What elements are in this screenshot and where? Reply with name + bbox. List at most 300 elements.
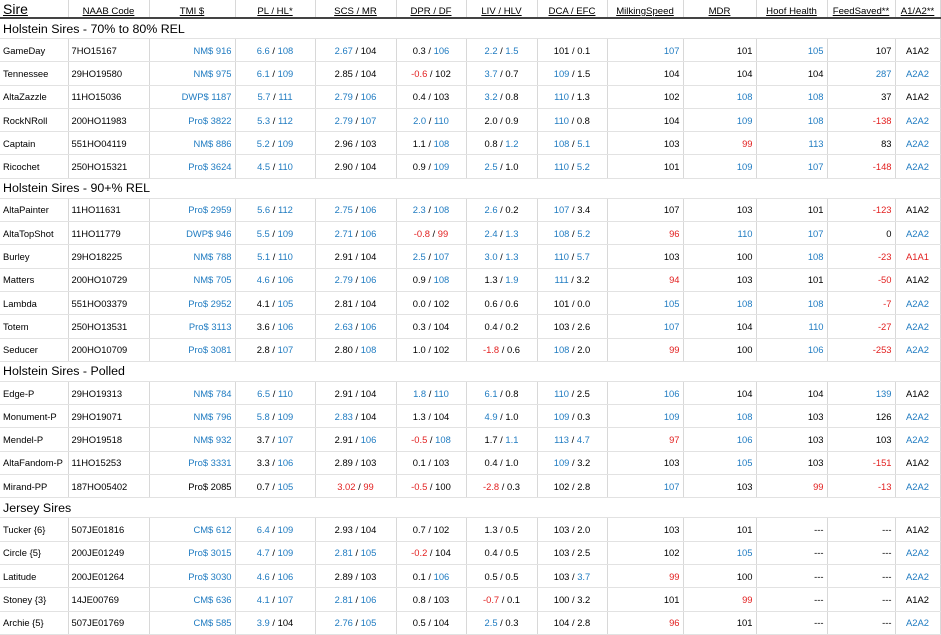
cell-tmi: Pro$ 2952 [149,291,235,314]
cell-liv-hlv-sep: / [497,297,506,309]
cell-dca-efc [537,198,607,221]
cell-liv-hlv-first: 1.3 [484,274,498,286]
cell-scs-mr-sep: / [352,410,361,422]
cell-liv-hlv-first: 3.0 [484,251,498,263]
cell-dpr-df-first: 0.4 [412,91,426,103]
cell-liv-hlv-first: 0.4 [484,320,498,332]
cell-tmi: CM$ 585 [149,611,235,634]
cell-dca-efc-second: 1.3 [576,91,590,103]
cell-feed-saved: 287 [827,62,895,85]
cell-feed-saved: -50 [827,268,895,291]
cell-pl-hl-second: 109 [277,410,294,422]
section-title: Holstein Sires - 70% to 80% REL [0,18,940,39]
cell-pl-hl [235,518,315,541]
cell-pl-hl-sep: / [270,114,278,126]
cell-tmi: Pro$ 3015 [149,541,235,564]
cell-dpr-df-second: 108 [435,434,451,446]
cell-hoof-health: 108 [756,291,827,314]
cell-dca-efc-sep: / [569,480,578,492]
cell-hoof-health: --- [756,518,827,541]
cell-scs-mr-first: 2.67 [334,44,353,56]
cell-dpr-df [396,611,466,634]
cell-dpr-df-first: 0.1 [412,570,426,582]
cell-pl-hl-sep: / [269,137,278,149]
cell-tmi: DWP$ 1187 [149,85,235,108]
cell-dca-efc [537,588,607,611]
cell-liv-hlv-sep: / [497,570,506,582]
cell-liv-hlv [466,588,537,611]
cell-liv-hlv-second: 1.0 [505,457,519,469]
cell-scs-mr-sep: / [352,44,361,56]
cell-dca-efc-second: 3.2 [577,593,591,605]
cell-liv-hlv-first: -0.7 [482,593,500,605]
cell-dca-efc [537,85,607,108]
cell-liv-hlv-sep: / [497,320,506,332]
cell-dpr-df-first: 0.8 [412,593,426,605]
cell-dpr-df-sep: / [425,457,434,469]
cell-hoof-health: 103 [756,405,827,428]
cell-dpr-df-second: 102 [433,523,450,535]
cell-a1a2: A1A2 [895,518,940,541]
cell-pl-hl-first: 4.6 [256,274,270,286]
cell-naab: 507JE01769 [68,611,149,634]
cell-milking-speed: 97 [607,428,683,451]
cell-dpr-df-second: 102 [433,297,450,309]
cell-liv-hlv-sep: / [497,161,506,173]
cell-naab: 29HO19071 [68,405,149,428]
cell-scs-mr-sep: / [352,91,361,103]
cell-pl-hl-second: 104 [277,617,294,629]
header-naab: NAAB Code [68,0,149,18]
header-sire: Sire [0,0,68,18]
cell-sire: Seducer [0,338,68,361]
cell-dpr-df-first: -0.2 [411,547,428,559]
header-mdr: MDR [683,0,756,18]
cell-pl-hl-first: 4.5 [257,161,271,173]
cell-scs-mr [315,428,396,451]
header-a1a2: A1/A2** [895,0,940,18]
cell-liv-hlv-first: 4.9 [484,410,498,422]
cell-dpr-df-sep: / [425,137,434,149]
cell-dpr-df-first: 2.3 [412,204,426,216]
cell-pl-hl-sep: / [269,480,278,492]
cell-pl-hl-second: 107 [277,434,294,446]
cell-a1a2: A2A2 [895,62,940,85]
cell-pl-hl-first: 4.1 [256,593,270,605]
cell-dca-efc-first: 108 [553,137,570,149]
cell-a1a2: A1A2 [895,268,940,291]
cell-dpr-df-second: 103 [433,457,450,469]
cell-scs-mr-sep: / [352,274,361,286]
cell-a1a2: A1A2 [895,451,940,474]
cell-feed-saved: 103 [827,428,895,451]
cell-dpr-df [396,405,466,428]
table-row [0,338,940,361]
cell-liv-hlv [466,405,537,428]
cell-dpr-df-sep: / [426,114,434,126]
cell-dca-efc [537,132,607,155]
cell-dpr-df-sep: / [425,44,434,56]
cell-a1a2: A2A2 [895,405,940,428]
cell-dpr-df [396,291,466,314]
cell-scs-mr [315,155,396,178]
cell-scs-mr-sep: / [352,570,361,582]
cell-scs-mr-first: 2.63 [334,320,353,332]
cell-tmi: NM$ 916 [149,39,235,62]
cell-pl-hl-first: 0.7 [256,480,270,492]
cell-pl-hl-first: 5.6 [257,204,271,216]
cell-dpr-df-first: 0.9 [412,161,426,173]
cell-dca-efc-first: 109 [553,410,570,422]
cell-milking-speed: 94 [607,268,683,291]
cell-dca-efc-sep: / [569,204,578,216]
cell-a1a2: A2A2 [895,315,940,338]
cell-dpr-df [396,132,466,155]
cell-dpr-df-first: 0.1 [412,457,426,469]
cell-milking-speed: 96 [607,611,683,634]
cell-liv-hlv [466,85,537,108]
cell-liv-hlv-first: 0.4 [484,547,498,559]
cell-liv-hlv [466,155,537,178]
cell-naab: 11HO11779 [68,222,149,245]
cell-dpr-df [396,428,466,451]
cell-dca-efc-sep: / [569,320,578,332]
cell-pl-hl-sep: / [269,227,278,239]
cell-dca-efc-first: 109 [553,67,570,79]
cell-scs-mr [315,451,396,474]
cell-scs-mr-first: 2.91 [334,251,353,263]
header-dca-efc: DCA / EFC [537,0,607,18]
cell-dpr-df-sep: / [425,251,434,263]
cell-liv-hlv-second: 0.2 [505,320,519,332]
cell-scs-mr-second: 104 [360,67,377,79]
cell-dca-efc-second: 2.6 [577,320,591,332]
cell-liv-hlv [466,541,537,564]
cell-naab: 200HO10709 [68,338,149,361]
cell-liv-hlv [466,315,537,338]
cell-dca-efc-first: 109 [553,457,570,469]
cell-scs-mr-first: 2.79 [334,91,353,103]
cell-pl-hl-sep: / [270,91,279,103]
cell-dca-efc-second: 0.1 [577,44,591,56]
cell-dca-efc-sep: / [569,161,577,173]
cell-pl-hl-first: 4.1 [256,297,270,309]
cell-dpr-df-first: 0.3 [412,320,426,332]
cell-dpr-df-first: -0.5 [411,434,428,446]
cell-dca-efc-second: 2.5 [577,547,591,559]
cell-hoof-health: 108 [756,85,827,108]
cell-dca-efc [537,315,607,338]
cell-scs-mr-second: 104 [360,297,377,309]
cell-a1a2: A2A2 [895,475,940,498]
cell-milking-speed: 104 [607,62,683,85]
cell-dpr-df-first: 0.3 [412,44,426,56]
cell-pl-hl-sep: / [269,434,278,446]
cell-hoof-health: --- [756,541,827,564]
cell-dca-efc [537,475,607,498]
cell-dpr-df [396,475,466,498]
cell-feed-saved: -13 [827,475,895,498]
header-pl-hl: PL / HL* [235,0,315,18]
header-row [0,0,940,18]
section-row [0,18,940,39]
cell-scs-mr-sep: / [352,387,361,399]
cell-scs-mr-sep: / [352,227,361,239]
cell-mdr: 103 [683,475,756,498]
cell-mdr: 100 [683,564,756,587]
cell-dca-efc-first: 110 [554,251,570,263]
cell-dca-efc [537,222,607,245]
cell-feed-saved: -138 [827,108,895,131]
cell-tmi: Pro$ 2959 [149,198,235,221]
cell-sire: Mendel-P [0,428,68,451]
cell-feed-saved: --- [827,564,895,587]
cell-sire: Matters [0,268,68,291]
cell-pl-hl-second: 107 [277,344,294,356]
cell-dpr-df-first: 0.9 [412,274,426,286]
cell-dca-efc-second: 5.1 [577,137,591,149]
cell-dca-efc-sep: / [569,617,578,629]
cell-mdr: 103 [683,198,756,221]
cell-scs-mr-second: 107 [360,114,377,126]
cell-dca-efc-sep: / [569,434,577,446]
cell-dpr-df-second: 110 [433,387,449,399]
cell-pl-hl-sep: / [270,387,278,399]
cell-scs-mr [315,198,396,221]
cell-milking-speed: 101 [607,588,683,611]
cell-dca-efc-sep: / [569,387,577,399]
cell-tmi: Pro$ 3331 [149,451,235,474]
cell-milking-speed: 109 [607,405,683,428]
cell-pl-hl [235,475,315,498]
cell-dpr-df-second: 108 [433,137,450,149]
cell-scs-mr-first: 2.81 [334,547,353,559]
cell-dpr-df-sep: / [425,91,434,103]
cell-scs-mr-second: 105 [360,547,377,559]
cell-naab: 250HO15321 [68,155,149,178]
cell-dca-efc-sep: / [569,251,577,263]
cell-milking-speed: 96 [607,222,683,245]
cell-hoof-health: 101 [756,268,827,291]
cell-liv-hlv-first: 1.7 [484,434,498,446]
cell-liv-hlv-second: 0.9 [505,114,519,126]
cell-hoof-health: --- [756,564,827,587]
cell-dpr-df-sep: / [426,387,434,399]
cell-mdr: 106 [683,428,756,451]
cell-scs-mr [315,541,396,564]
cell-naab: 187HO05402 [68,475,149,498]
cell-dpr-df-second: 99 [437,227,449,239]
cell-pl-hl-first: 5.2 [256,137,270,149]
cell-feed-saved: --- [827,611,895,634]
cell-mdr: 104 [683,315,756,338]
cell-naab: 507JE01816 [68,518,149,541]
cell-feed-saved: --- [827,588,895,611]
cell-liv-hlv-sep: / [497,410,506,422]
cell-dca-efc-sep: / [569,137,578,149]
cell-liv-hlv [466,564,537,587]
cell-dpr-df-second: 108 [433,204,450,216]
cell-scs-mr [315,338,396,361]
cell-pl-hl-first: 6.6 [256,44,270,56]
table-row [0,451,940,474]
cell-a1a2: A2A2 [895,428,940,451]
cell-liv-hlv [466,132,537,155]
cell-dca-efc-sep: / [569,44,578,56]
cell-dpr-df-second: 102 [433,344,450,356]
cell-pl-hl [235,198,315,221]
cell-sire: Ricochet [0,155,68,178]
cell-pl-hl-sep: / [269,570,278,582]
cell-sire: Monument-P [0,405,68,428]
cell-dca-efc-second: 2.0 [577,344,591,356]
cell-scs-mr [315,475,396,498]
cell-dpr-df-first: -0.5 [411,480,428,492]
cell-dpr-df-sep: / [425,617,434,629]
cell-liv-hlv [466,475,537,498]
cell-hoof-health: --- [756,588,827,611]
cell-liv-hlv-second: 1.2 [505,137,519,149]
cell-naab: 200JE01249 [68,541,149,564]
cell-dpr-df-sep: / [425,274,434,286]
cell-scs-mr-sep: / [352,617,361,629]
cell-dca-efc [537,451,607,474]
cell-scs-mr [315,245,396,268]
cell-liv-hlv-first: 0.6 [484,297,498,309]
cell-scs-mr-second: 104 [360,251,377,263]
cell-scs-mr-sep: / [352,137,361,149]
cell-dpr-df-second: 104 [433,410,450,422]
cell-hoof-health: 101 [756,198,827,221]
cell-sire: AltaPainter [0,198,68,221]
cell-milking-speed: 103 [607,245,683,268]
cell-pl-hl-sep: / [269,344,278,356]
table-row [0,268,940,291]
cell-pl-hl-first: 5.7 [257,91,271,103]
cell-mdr: 109 [683,155,756,178]
cell-dpr-df-sep: / [427,547,436,559]
cell-a1a2: A1A2 [895,198,940,221]
cell-dpr-df [396,108,466,131]
cell-liv-hlv-second: 0.3 [506,480,521,492]
cell-feed-saved: 126 [827,405,895,428]
cell-pl-hl-second: 106 [277,457,294,469]
cell-pl-hl-first: 4.7 [256,547,270,559]
cell-hoof-health: 107 [756,222,827,245]
cell-pl-hl [235,291,315,314]
cell-dpr-df-second: 104 [435,547,451,559]
cell-liv-hlv-second: 1.0 [505,161,519,173]
cell-liv-hlv [466,268,537,291]
cell-dca-efc-sep: / [569,297,578,309]
cell-dca-efc-sep: / [569,344,578,356]
cell-dca-efc-first: 103 [553,320,570,332]
cell-dpr-df-sep: / [425,204,434,216]
cell-liv-hlv-second: 0.5 [505,570,519,582]
cell-feed-saved: 0 [827,222,895,245]
cell-hoof-health: 104 [756,381,827,404]
cell-dca-efc-sep: / [569,410,578,422]
cell-tmi: NM$ 932 [149,428,235,451]
cell-liv-hlv [466,39,537,62]
cell-dpr-df [396,564,466,587]
cell-hoof-health: --- [756,611,827,634]
cell-scs-mr [315,518,396,541]
cell-hoof-health: 104 [756,62,827,85]
cell-scs-mr-second: 106 [360,320,377,332]
cell-dca-efc-sep: / [569,114,577,126]
table-row [0,588,940,611]
cell-liv-hlv [466,108,537,131]
cell-liv-hlv [466,62,537,85]
cell-liv-hlv-second: 0.1 [506,593,521,605]
cell-liv-hlv [466,518,537,541]
cell-scs-mr [315,108,396,131]
cell-pl-hl [235,85,315,108]
cell-dpr-df-first: -0.8 [413,227,430,239]
cell-dpr-df [396,62,466,85]
cell-pl-hl-sep: / [269,523,278,535]
cell-dca-efc-first: 101 [553,44,570,56]
header-hoof-health: Hoof Health [756,0,827,18]
table-row [0,518,940,541]
cell-liv-hlv [466,338,537,361]
cell-dpr-df-second: 107 [433,251,450,263]
table-row [0,291,940,314]
cell-liv-hlv-first: 2.0 [484,114,498,126]
cell-milking-speed: 99 [607,338,683,361]
section-title: Holstein Sires - Polled [0,361,940,381]
cell-pl-hl-second: 108 [277,44,294,56]
cell-tmi: NM$ 796 [149,405,235,428]
cell-dca-efc-second: 0.3 [577,410,591,422]
cell-liv-hlv-first: 0.4 [484,457,498,469]
cell-feed-saved: -7 [827,291,895,314]
cell-naab: 29HO18225 [68,245,149,268]
cell-tmi: Pro$ 3113 [149,315,235,338]
cell-dca-efc-second: 5.2 [577,227,591,239]
cell-dpr-df [396,338,466,361]
cell-dca-efc-second: 2.5 [576,387,590,399]
cell-a1a2: A2A2 [895,132,940,155]
table-row [0,381,940,404]
cell-a1a2: A2A2 [895,564,940,587]
cell-pl-hl [235,39,315,62]
cell-liv-hlv-first: 0.8 [484,137,498,149]
cell-pl-hl-sep: / [269,617,278,629]
cell-dpr-df-second: 110 [433,114,449,126]
cell-naab: 11HO15036 [68,85,149,108]
cell-pl-hl [235,588,315,611]
cell-dpr-df-first: 1.1 [412,137,426,149]
cell-dpr-df-first: -0.6 [411,67,428,79]
header-liv-hlv: LIV / HLV [466,0,537,18]
cell-dpr-df-sep: / [425,570,434,582]
cell-liv-hlv-sep: / [497,274,506,286]
cell-scs-mr [315,381,396,404]
cell-dpr-df-second: 104 [433,320,450,332]
cell-liv-hlv-sep: / [497,204,506,216]
cell-tmi: NM$ 705 [149,268,235,291]
cell-dpr-df-sep: / [425,344,434,356]
cell-naab: 250HO13531 [68,315,149,338]
cell-naab: 29HO19580 [68,62,149,85]
cell-liv-hlv-first: 2.6 [484,204,498,216]
cell-dpr-df-sep: / [425,161,434,173]
table-row [0,132,940,155]
cell-scs-mr [315,588,396,611]
cell-scs-mr-sep: / [352,320,361,332]
